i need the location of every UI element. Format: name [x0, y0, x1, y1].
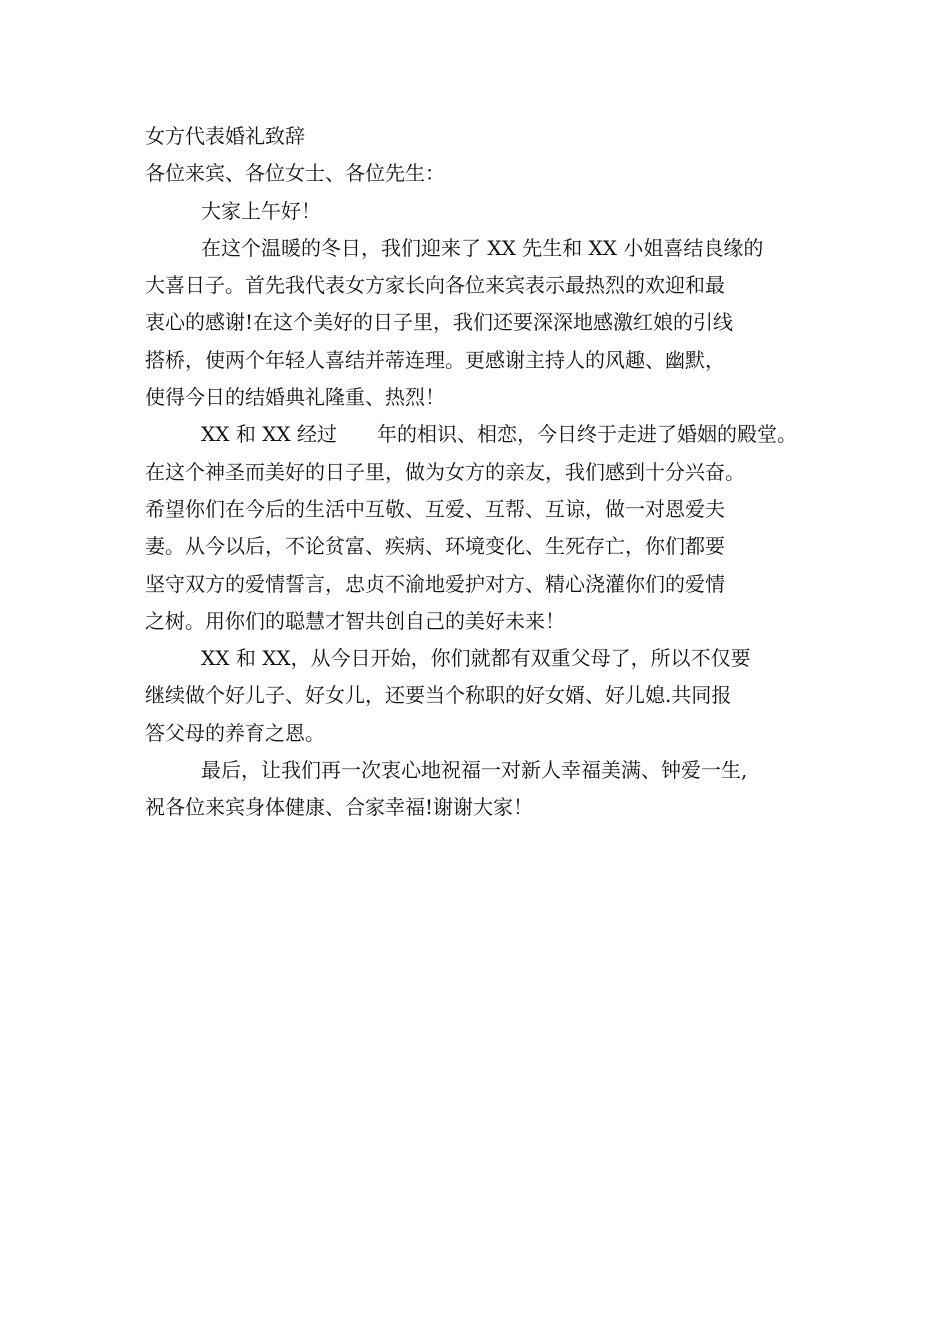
paragraph-1-line-1: 在这个温暖的冬日，我们迎来了 XX 先生和 XX 小姐喜结良缘的: [201, 235, 764, 260]
paragraph-2-line-4: 妻。从今以后，不论贫富、疾病、环境变化、生死存亡，你们都要: [145, 534, 725, 559]
paragraph-1-line-4: 搭桥，使两个年轻人喜结并蒂连理。更感谢主持人的风趣、幽默，: [145, 347, 725, 372]
closing-line-2: 祝各位来宾身体健康、合家幸福!谢谢大家！: [145, 795, 534, 820]
document-body: [145, 118, 835, 827]
document-title: 女方代表婚礼致辞: [145, 124, 305, 148]
paragraph-2-line-5: 坚守双方的爱情誓言，忠贞不渝地爱护对方、精心浇灌你们的爱情: [145, 571, 725, 596]
paragraph-2-line-3: 希望你们在今后的生活中互敬、互爱、互帮、互谅，做一对恩爱夫: [145, 496, 725, 521]
paragraph-1-line-2: 大喜日子。首先我代表女方家长向各位来宾表示最热烈的欢迎和最: [145, 273, 725, 298]
greeting-line: 大家上午好！: [201, 198, 321, 223]
closing-line-1: 最后，让我们再一次衷心地祝福一对新人幸福美满、钟爱一生,: [201, 758, 748, 783]
paragraph-1-line-3: 衷心的感谢!在这个美好的日子里，我们还要深深地感激红娘的引线: [145, 310, 734, 335]
paragraph-3-line-2: 继续做个好儿子、好女儿，还要当个称职的好女婿、好儿媳.共同报: [145, 683, 732, 708]
salutation: 各位来宾、各位女士、各位先生：: [145, 161, 445, 186]
paragraph-3-line-3: 答父母的养育之恩。: [145, 720, 325, 745]
paragraph-2-line-1: XX 和 XX 经过 年的相识、相恋，今日终于走进了婚姻的殿堂。: [201, 422, 798, 447]
paragraph-2-line-6: 之树。用你们的聪慧才智共创自己的美好未来！: [145, 608, 565, 633]
paragraph-1-line-5: 使得今日的结婚典礼隆重、热烈！: [145, 385, 445, 410]
paragraph-2-line-2: 在这个神圣而美好的日子里，做为女方的亲友，我们感到十分兴奋。: [145, 459, 745, 484]
paragraph-3-line-1: XX 和 XX，从今日开始，你们就都有双重父母了，所以不仅要: [201, 646, 751, 671]
